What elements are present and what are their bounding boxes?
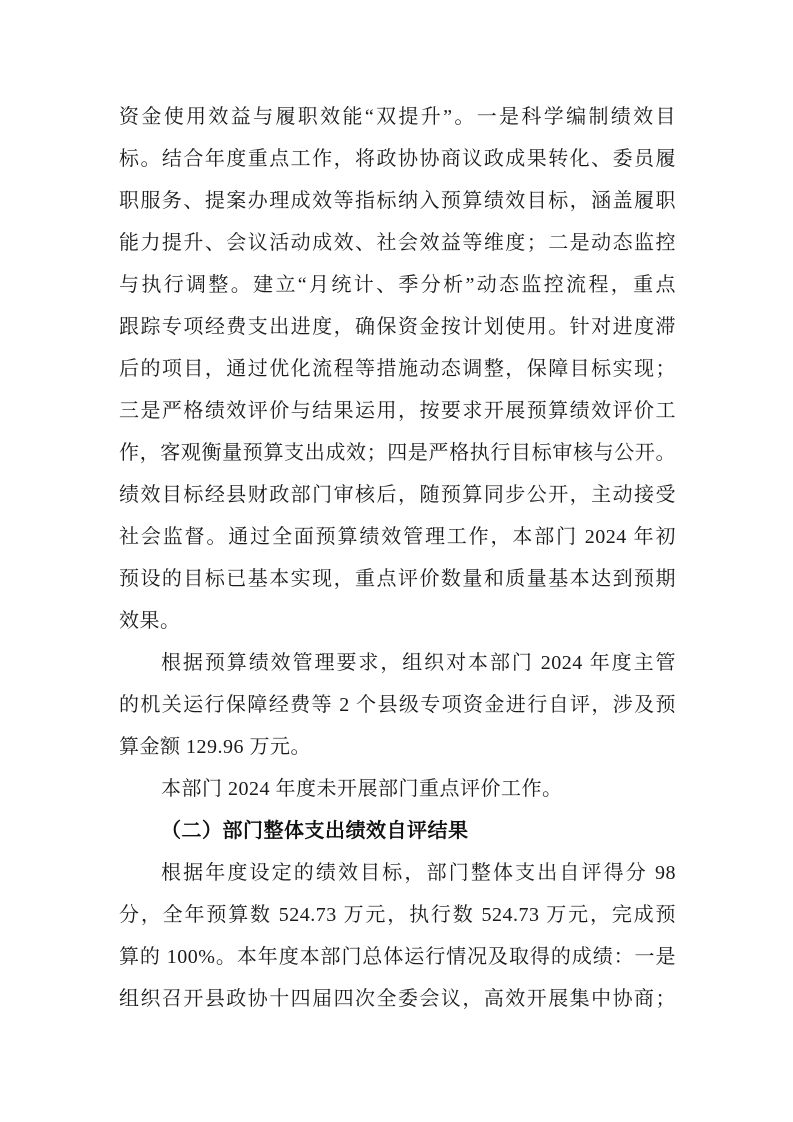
paragraph-end-line: 算金额 129.96 万元。 [119, 736, 311, 758]
text-line: 算的 100%。本年度本部门总体运行情况及取得的成绩：一是 [119, 946, 676, 968]
paragraph-line: 本部门 2024 年度未开展部门重点评价工作。 [161, 778, 563, 800]
text-line: 预设的目标已基本实现，重点评价数量和质量基本达到预期 [119, 568, 676, 590]
text-line: 标。结合年度重点工作，将政协协商议政成果转化、委员履 [119, 148, 676, 170]
paragraph-start-line: 根据预算绩效管理要求，组织对本部门 2024 年度主管 [161, 652, 676, 674]
paragraph-start-line: 根据年度设定的绩效目标，部门整体支出自评得分 98 [161, 862, 676, 884]
text-line: 与执行调整。建立“月统计、季分析”动态监控流程，重点 [119, 274, 676, 296]
section-heading: （二）部门整体支出绩效自评结果 [161, 820, 469, 842]
paragraph-end-line: 效果。 [119, 610, 181, 632]
text-line: 分，全年预算数 524.73 万元，执行数 524.73 万元，完成预 [119, 904, 676, 926]
text-line: 职服务、提案办理成效等指标纳入预算绩效目标，涵盖履职 [119, 190, 676, 212]
text-line: 作，客观衡量预算支出成效；四是严格执行目标审核与公开。 [119, 442, 676, 464]
text-line: 能力提升、会议活动成效、社会效益等维度；二是动态监控 [119, 232, 676, 254]
text-line: 绩效目标经县财政部门审核后，随预算同步公开，主动接受 [119, 484, 676, 506]
document-body [119, 96, 676, 1020]
text-line: 组织召开县政协十四届四次全委会议，高效开展集中协商； [119, 988, 676, 1010]
text-line: 资金使用效益与履职效能“双提升”。一是科学编制绩效目 [119, 106, 676, 128]
text-line: 的机关运行保障经费等 2 个县级专项资金进行自评，涉及预 [119, 694, 676, 716]
text-line: 社会监督。通过全面预算绩效管理工作，本部门 2024 年初 [119, 526, 676, 548]
text-line: 后的项目，通过优化流程等措施动态调整，保障目标实现； [119, 358, 676, 380]
text-line: 跟踪专项经费支出进度，确保资金按计划使用。针对进度滞 [119, 316, 676, 338]
text-line: 三是严格绩效评价与结果运用，按要求开展预算绩效评价工 [119, 400, 676, 422]
